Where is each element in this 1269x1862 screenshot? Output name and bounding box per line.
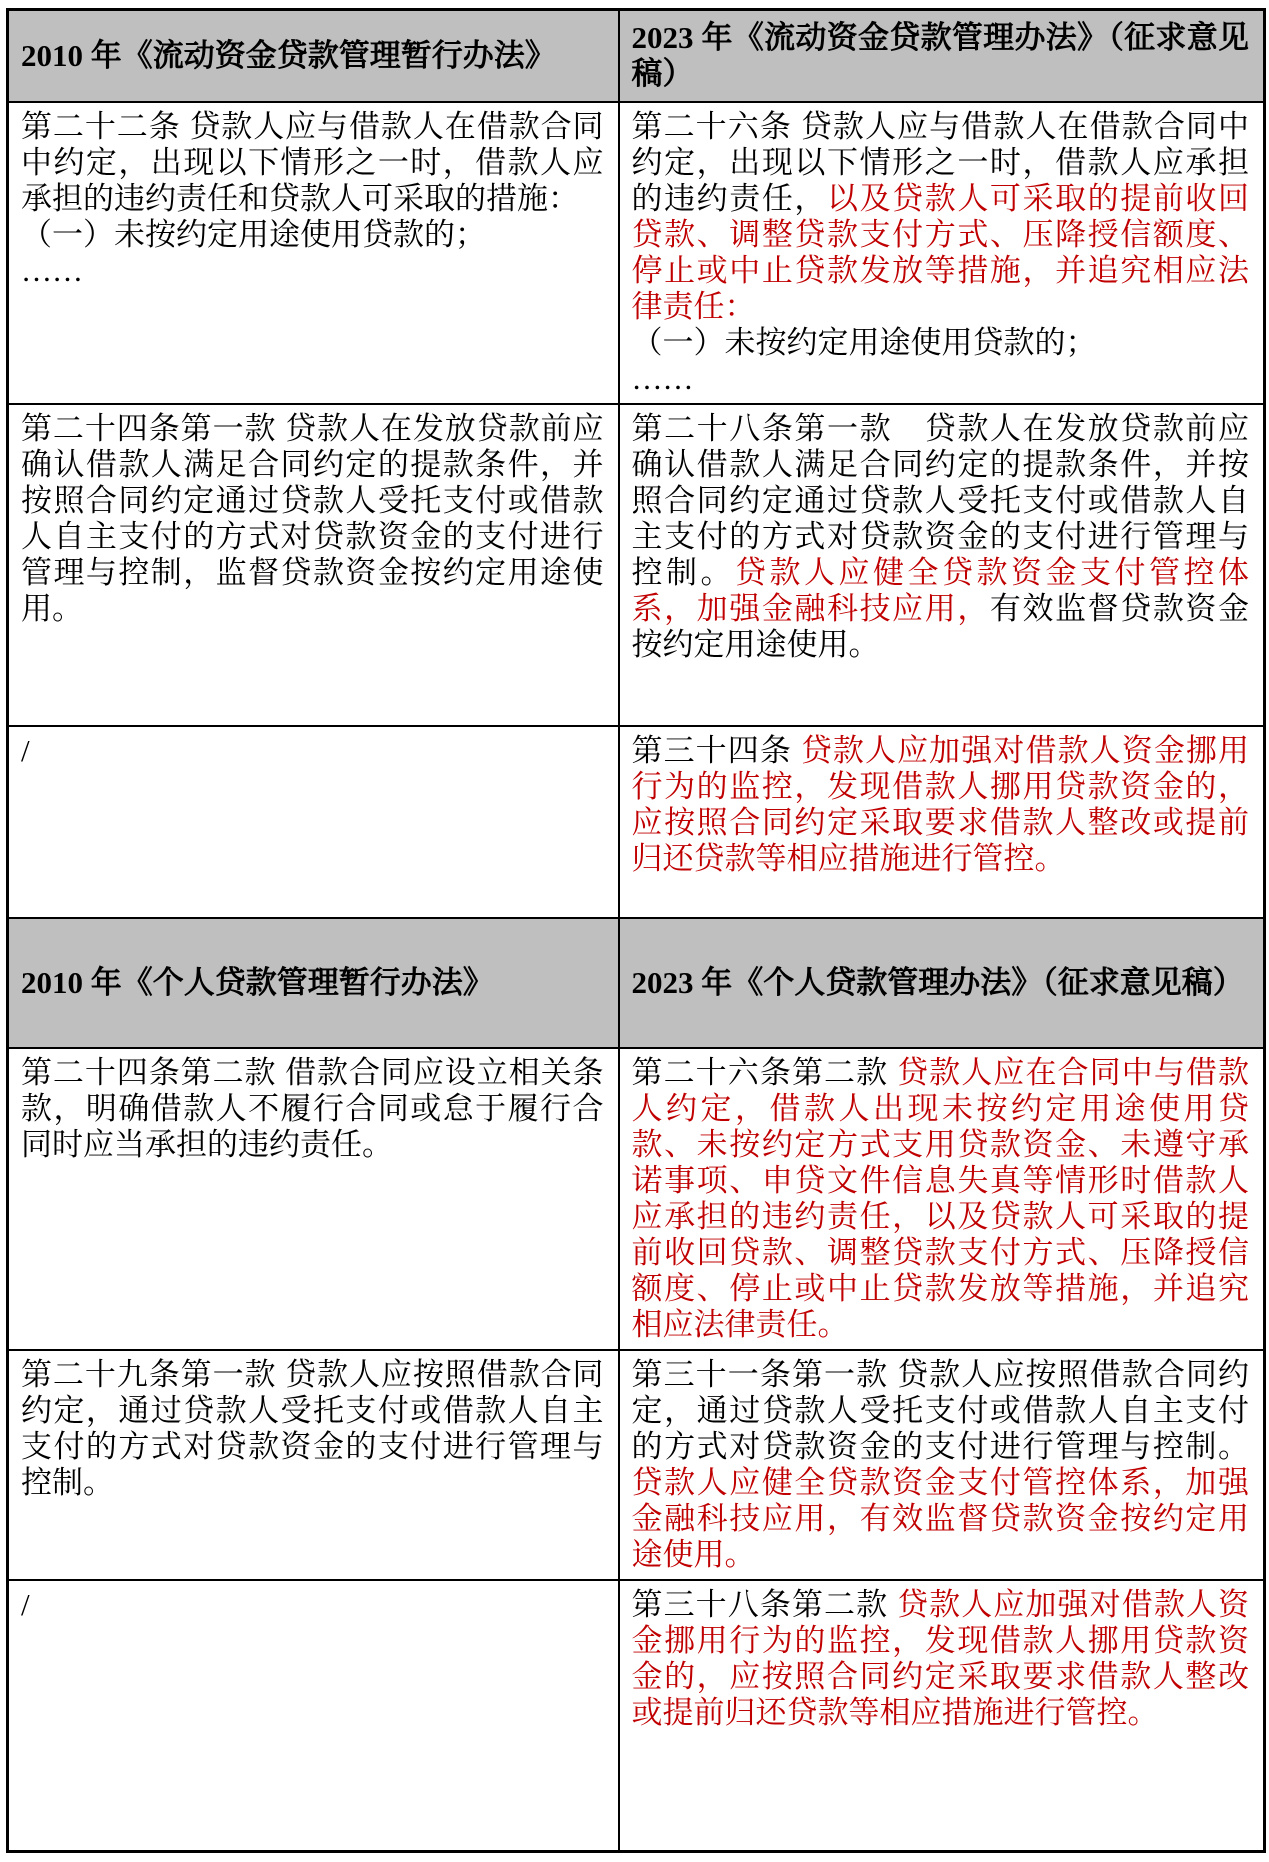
text-run: 第二十八条第一款 贷款人在发放贷款前应确认借款人满足合同约定的提款条件，并按照合同约定通过贷款人受托支付或借款人自主支付的方式对贷款资金的支付进行管理与控制。 [631,410,1249,590]
cell-article-34-2023 [619,726,1265,918]
inserted-text-run: 贷款人应加强对借款人资金挪用行为的监控，发现借款人挪用贷款资金的，应按照合同约定采取要求借款人整改或提前归还贷款等相应措施进行管控。 [631,1586,1249,1730]
text-run: 2010 年《流动资金贷款管理暂行办法》 [21,37,556,73]
header-row-working-capital [8,10,1265,102]
text-run: …… [631,360,694,396]
paragraph [21,38,604,74]
header-cell-2010-working-capital [8,10,619,102]
header-cell-2010-personal-loan [8,918,619,1048]
table-row-article-24p1-vs-28p1 [8,404,1265,726]
cell-article-28p1-2023 [619,404,1265,726]
text-run: 第二十六条 贷款人应与借款人在借款合同中约定，出现以下情形之一时，借款人应承担的违约责任， [631,108,1249,216]
paragraph [21,1055,604,1163]
header-cell-2023-working-capital [619,10,1265,102]
paragraph [21,733,604,769]
text-run: 第二十六条第二款 [631,1054,898,1090]
paragraph [21,1587,604,1623]
paragraph [21,217,604,253]
text-run: 第二十九条第一款 贷款人应按照借款合同约定，通过贷款人受托支付或借款人自主支付的方式对贷款资金的支付进行管理与控制。 [21,1356,604,1500]
cell-article-24p1-2010 [8,404,619,726]
table-row-none-vs-34 [8,726,1265,918]
text-run: 2023 年《个人贷款管理办法》（征求意见稿） [631,964,1244,1000]
inserted-text-run: 贷款人应加强对借款人资金挪用行为的监控，发现借款人挪用贷款资金的，应按照合同约定采取要求借款人整改或提前归还贷款等相应措施进行管控。 [631,732,1250,876]
text-run: （一）未按约定用途使用贷款的； [631,324,1097,360]
cell-article-29p1-2010 [8,1350,619,1580]
table-row-article-29p1-vs-31p1 [8,1350,1265,1580]
cell-article-22-2010 [8,102,619,404]
text-run: 第三十八条第二款 [631,1586,898,1622]
paragraph [632,1357,1250,1573]
text-run: 2023 年《流动资金贷款管理办法》（征求意见稿） [631,19,1249,91]
table-row-none-vs-38p2 [8,1580,1265,1852]
paragraph [21,965,604,1001]
paragraph [632,325,1250,361]
paragraph [21,253,604,289]
paragraph [21,109,604,217]
paragraph [632,1587,1250,1731]
paragraph [21,411,604,627]
paragraph [632,411,1250,663]
paragraph [632,109,1250,325]
paragraph [632,965,1250,1001]
header-cell-2023-personal-loan [619,918,1265,1048]
paragraph [632,361,1250,397]
text-run: / [21,732,30,768]
paragraph [632,733,1250,877]
paragraph [632,1055,1250,1343]
paragraph [21,1357,604,1501]
cell-article-26-2023 [619,102,1265,404]
table-row-article-24p2-vs-26p2 [8,1048,1265,1350]
inserted-text-run: 贷款人应在合同中与借款人约定，借款人出现未按约定用途使用贷款、未按约定方式支用贷款资金、未遵守承诺事项、申贷文件信息失真等情形时借款人应承担的违约责任，以及贷款人可采取的提前收回贷款、调整贷款支付方式、压降授信额度、停止或中止贷款发放等措施，并追究相应法律责任。 [631,1054,1249,1342]
text-run: 有效监督贷款资金按约定用途使用。 [631,590,1250,662]
document-page [0,8,1269,1862]
text-run: 第二十二条 贷款人应与借款人在借款合同中约定，出现以下情形之一时，借款人应承担的违约责任和贷款人可采取的措施： [21,108,604,216]
cell-article-31p1-2023 [619,1350,1265,1580]
text-run: …… [21,252,83,288]
text-run: 第二十四条第一款 贷款人在发放贷款前应确认借款人满足合同约定的提款条件，并按照合同约定通过贷款人受托支付或借款人自主支付的方式对贷款资金的支付进行管理与控制，监督贷款资金按约定用途使用。 [21,410,604,626]
cell-article-26p2-2023 [619,1048,1265,1350]
text-run: 第三十四条 [631,732,801,768]
inserted-text-run: 以及贷款人可采取的提前收回贷款、调整贷款支付方式、压降授信额度、停止或中止贷款发放等措施，并追究相应法律责任： [631,180,1249,324]
table-row-article-22-vs-26 [8,102,1265,404]
cell-slash-personal-loan [8,1580,619,1852]
cell-article-24p2-2010 [8,1048,619,1350]
cell-article-38p2-2023 [619,1580,1265,1852]
text-run: 2010 年《个人贷款管理暂行办法》 [21,964,494,1000]
paragraph [632,20,1250,92]
inserted-text-run: 贷款人应健全贷款资金支付管控体系，加强金融科技应用，有效监督贷款资金按约定用途使用。 [631,1464,1249,1572]
inserted-text-run: 贷款人应健全贷款资金支付管控体系，加强金融科技应用， [631,554,1249,626]
text-run: / [21,1586,30,1622]
text-run: （一）未按约定用途使用贷款的； [21,216,486,252]
text-run: 第三十一条第一款 贷款人应按照借款合同约定，通过贷款人受托支付或借款人自主支付的方式对贷款资金的支付进行管理与控制。 [631,1356,1249,1464]
comparison-table [6,8,1266,1853]
text-run: 第二十四条第二款 借款合同应设立相关条款，明确借款人不履行合同或怠于履行合同时应当承担的违约责任。 [21,1054,604,1162]
header-row-personal-loan [8,918,1265,1048]
cell-slash-working-capital [8,726,619,918]
